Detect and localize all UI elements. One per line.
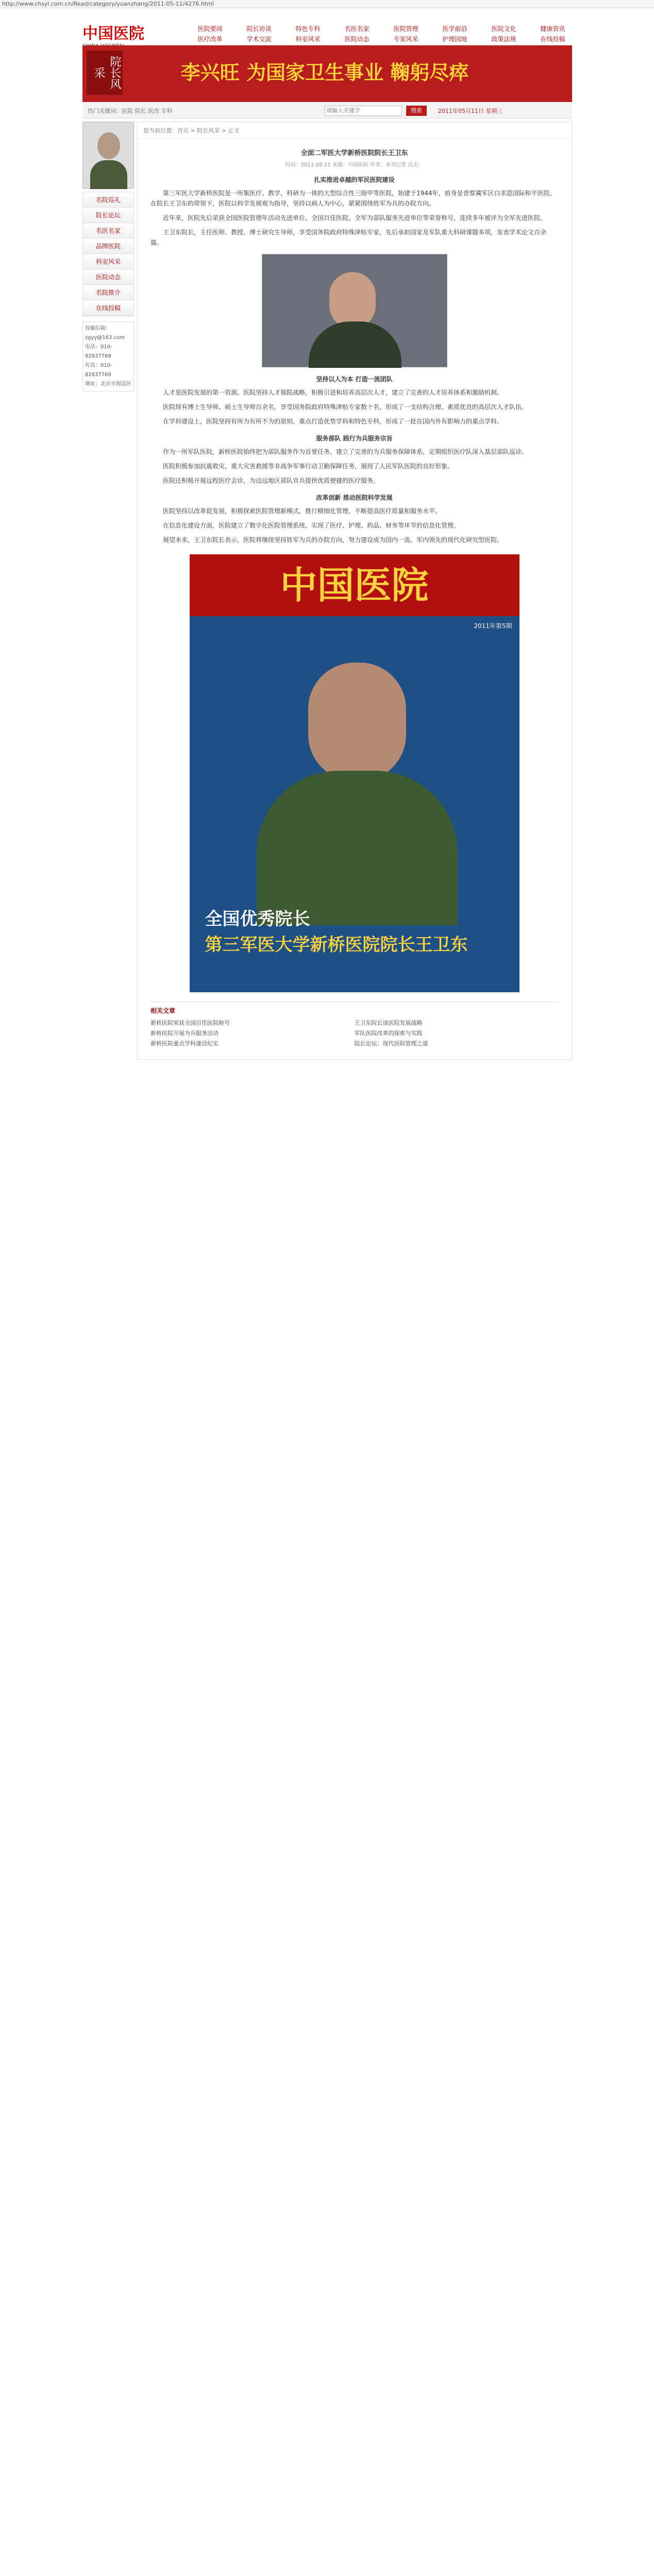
section-heading: 改革创新 推动医院科学发展 (316, 494, 393, 501)
paragraph: 近年来，医院先后荣获全国医院管理年活动先进单位、全国百佳医院、全军为部队服务先进单位等荣誉称号，连续多年被评为全军先进医院。 (163, 214, 547, 222)
article-photo (262, 254, 447, 367)
site-logo[interactable] (82, 21, 165, 48)
paragraph: 在学科建设上，医院坚持有所为有所不为的原则，重点打造优势学科和特色专科，形成了一批在国内外有影响力的重点学科。 (163, 418, 504, 425)
paragraph: 医院还积极开展远程医疗会诊，为边远地区部队官兵提供优质便捷的医疗服务。 (163, 477, 380, 484)
related-link[interactable]: 新桥医院开展为兵服务活动 (150, 1030, 219, 1037)
related-heading: 相关文章 (150, 1007, 176, 1014)
left-sidebar (82, 122, 134, 392)
cover-line-2: 第三军医大学新桥医院院长王卫东 (205, 935, 468, 955)
banner-tag: 院长风采 (87, 50, 123, 95)
paragraph: 第三军医大学新桥医院是一所集医疗、教学、科研为一体的大型综合性三级甲等医院，始建于1944年，前身是晋察冀军区白求恩国际和平医院。在院长王卫东的带领下，医院以科学发展观为指导，坚持以病人为中心，紧紧围绕姓军为兵的办院方向。 (150, 190, 556, 207)
cover-line-1: 全国优秀院长 (205, 909, 310, 929)
cover-masthead: 中国医院 (190, 554, 519, 616)
nav-item[interactable]: 医院动态 (344, 36, 370, 43)
related-link[interactable]: 新桥医院荣获全国百佳医院称号 (150, 1020, 230, 1026)
cover-issue: 2011年第5期 (474, 622, 512, 630)
breadcrumb: 您当前位置：首页 > 院长风采 > 正文 (137, 122, 572, 139)
logo-text: 中国医院 (82, 25, 144, 43)
contact-line: 投稿信箱：zgyy@163.com (85, 326, 125, 341)
contact-line: 传真：010-82837769 (85, 363, 112, 378)
section-heading: 扎实推进卓越的军民医院建设 (314, 176, 395, 183)
paragraph: 展望未来，王卫东院长表示，医院将继续坚持姓军为兵的办院方向，努力建设成为国内一流、军内领先的现代化研究型医院。 (163, 536, 504, 544)
nav-row-1 (186, 24, 577, 34)
related-link[interactable]: 新桥医院重点学科建设纪实 (150, 1040, 219, 1047)
date-display: 2011年05月11日 星期三 (438, 108, 503, 114)
nav-item[interactable]: 名医名家 (344, 25, 370, 32)
contact-info (82, 321, 134, 392)
sidebar-menu-item[interactable]: 科室风采 (83, 254, 133, 269)
related-articles (150, 1002, 558, 1049)
paragraph: 医院坚持以改革促发展，积极探索医院管理新模式，推行精细化管理，不断提高医疗质量和服务水平。 (163, 507, 442, 515)
cover-portrait-body (257, 771, 458, 925)
paragraph: 医院积极参加抗震救灾、重大灾害救援等非战争军事行动卫勤保障任务，展现了人民军队医院的良好形象。 (163, 463, 454, 470)
photo-person-head (329, 272, 376, 329)
sidebar-menu-item[interactable]: 名院巡礼 (83, 192, 133, 208)
nav-item[interactable]: 医院文化 (491, 25, 516, 32)
hot-keywords: 热门关键词：医院 院长 医改 专科 (88, 108, 173, 114)
site-header (0, 8, 654, 42)
cover-portrait-face (308, 663, 406, 781)
article (137, 122, 572, 1060)
search-button[interactable]: 搜索 (406, 106, 427, 116)
contact-line: 电话：010-82837769 (85, 344, 112, 359)
paragraph: 王卫东院长，主任医师、教授、博士研究生导师，享受国务院政府特殊津贴专家，先后承担国家及军队重大科研课题多项，发表学术论文百余篇。 (150, 229, 547, 246)
related-list (150, 1018, 558, 1049)
paragraph: 人才是医院发展的第一资源。医院坚持人才强院战略，积极引进和培养高层次人才，建立了完善的人才培养体系和激励机制。 (163, 389, 504, 396)
nav-item[interactable]: 特色专科 (295, 25, 321, 32)
sidebar-menu-item[interactable]: 在线投稿 (83, 300, 133, 316)
top-navigation (186, 24, 577, 44)
section-heading: 坚持以人为本 打造一流团队 (316, 376, 393, 383)
article-meta: 时间：2011-05-11 来源：中国医院 作者：本刊记者 点击： (285, 162, 424, 168)
article-title: 全面二军医大学新桥医院院长王卫东 (300, 149, 408, 157)
nav-item[interactable]: 科室风采 (295, 36, 321, 43)
magazine-cover (190, 554, 519, 992)
banner-marquee: 李兴旺 为国家卫生事业 鞠躬尽瘁 (180, 61, 469, 84)
paragraph: 作为一所军队医院，新桥医院始终把为部队服务作为首要任务，建立了完善的为兵服务保障体系，定期组织医疗队深入基层部队巡诊。 (163, 448, 528, 455)
sidebar-menu-item[interactable]: 院长论坛 (83, 208, 133, 223)
sidebar-menu (82, 192, 134, 316)
address-bar[interactable]: http://www.chsyl.com.cn/Read/category/yuanzhang/2011-05-11/4276.html (0, 0, 654, 8)
nav-item[interactable]: 医院要闻 (197, 25, 223, 32)
paragraph: 在信息化建设方面，医院建立了数字化医院管理系统，实现了医疗、护理、药品、财务等环节的信息化管理。 (163, 522, 460, 529)
banner (82, 45, 572, 102)
nav-item[interactable]: 健康资讯 (540, 25, 565, 32)
sidebar-menu-item[interactable]: 名医名家 (83, 223, 133, 239)
search-row (82, 103, 572, 118)
nav-item[interactable]: 院长访谈 (246, 25, 272, 32)
photo-person-body (309, 321, 401, 368)
contact-line: 地址：北京市海淀区 (85, 381, 131, 387)
related-link[interactable]: 军队医院改革的探索与实践 (354, 1030, 423, 1037)
avatar (82, 122, 134, 189)
article-body (137, 175, 572, 545)
sidebar-menu-item[interactable]: 医院动态 (83, 269, 133, 285)
nav-item[interactable]: 在线投稿 (540, 36, 565, 43)
sidebar-menu-item[interactable]: 名院推介 (83, 285, 133, 300)
sidebar-menu-item[interactable]: 品牌医院 (83, 239, 133, 254)
nav-item[interactable]: 医学前沿 (442, 25, 467, 32)
paragraph: 医院现有博士生导师、硕士生导师百余名，享受国务院政府特殊津贴专家数十名，形成了一支结构合理、素质优良的高层次人才队伍。 (163, 403, 528, 411)
nav-item[interactable]: 专家风采 (393, 36, 418, 43)
section-heading: 服务部队 践行为兵服务宗旨 (316, 435, 393, 442)
search-input[interactable] (325, 106, 402, 116)
related-link[interactable]: 院长论坛：现代医院管理之道 (354, 1040, 428, 1047)
nav-row-2 (186, 34, 577, 44)
nav-item[interactable]: 医疗改革 (197, 36, 223, 43)
nav-item[interactable]: 学术交流 (246, 36, 272, 43)
nav-item[interactable]: 医院管理 (393, 25, 418, 32)
nav-item[interactable]: 护理园地 (442, 36, 467, 43)
nav-item[interactable]: 政策法规 (491, 36, 516, 43)
related-link[interactable]: 王卫东院长谈医院发展战略 (354, 1020, 423, 1026)
